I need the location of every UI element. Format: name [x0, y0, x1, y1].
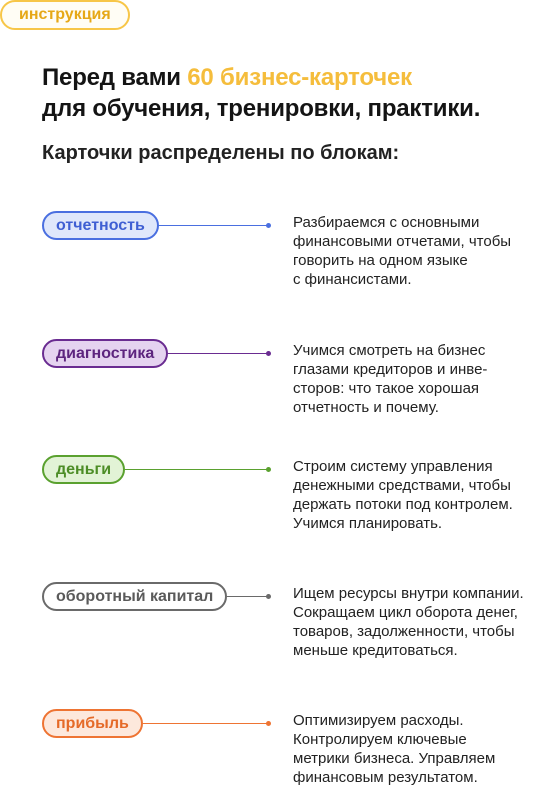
headline-lead: Перед вами — [42, 64, 188, 91]
description-line: Ищем ресурсы внутри компании. — [293, 585, 524, 602]
description-line: Учимся смотреть на бизнес — [293, 342, 486, 359]
block-description-reporting — [293, 213, 553, 289]
description-line: метрики бизнеса. Управляем — [293, 750, 496, 767]
connector-dot — [266, 721, 271, 726]
connector-line — [143, 723, 268, 725]
block-description-money — [293, 457, 553, 533]
description-line: говорить на одном языке — [293, 252, 468, 269]
block-label-reporting: отчетность — [42, 211, 159, 240]
description-line: Учимся планировать. — [293, 515, 443, 532]
block-label-diagnostics: диагностика — [42, 339, 168, 368]
connector-line — [125, 469, 268, 471]
description-line: Разбираемся с основными — [293, 214, 480, 231]
headline-accent: 60 бизнес-карточек — [187, 64, 412, 91]
description-line: с финансистами. — [293, 271, 412, 288]
block-description-profit — [293, 711, 553, 787]
connector-line — [159, 225, 268, 227]
description-line: глазами кредиторов и инве- — [293, 361, 488, 378]
description-line: отчетность и почему. — [293, 399, 439, 416]
block-label-working-capital: оборотный капитал — [42, 582, 227, 611]
description-line: денежными средствами, чтобы — [293, 477, 511, 494]
block-label-profit: прибыль — [42, 709, 143, 738]
headline-line2: для обучения, тренировки, практики. — [42, 95, 481, 122]
block-description-working-capital — [293, 584, 553, 660]
description-line: финансовым результатом. — [293, 769, 478, 786]
instruction-tag — [0, 0, 130, 30]
headline — [42, 62, 480, 124]
description-line: товаров, задолженности, чтобы — [293, 623, 515, 640]
connector-dot — [266, 467, 271, 472]
description-line: Оптимизируем расходы. — [293, 712, 464, 729]
description-line: Сокращаем цикл оборота денег, — [293, 604, 518, 621]
description-line: меньше кредитоваться. — [293, 642, 458, 659]
connector-line — [227, 596, 268, 598]
connector-dot — [266, 223, 271, 228]
description-line: финансовыми отчетами, чтобы — [293, 233, 512, 250]
blocks-subhead: Карточки распределены по блокам: — [42, 142, 400, 164]
connector-dot — [266, 594, 271, 599]
connector-dot — [266, 351, 271, 356]
block-label-money: деньги — [42, 455, 125, 484]
instruction-tag-label: инструкция — [19, 6, 111, 23]
description-line: держать потоки под контролем. — [293, 496, 513, 513]
description-line: Контролируем ключевые — [293, 731, 467, 748]
connector-line — [168, 353, 268, 355]
description-line: сторов: что такое хорошая — [293, 380, 480, 397]
description-line: Строим систему управления — [293, 458, 493, 475]
block-description-diagnostics — [293, 341, 553, 417]
